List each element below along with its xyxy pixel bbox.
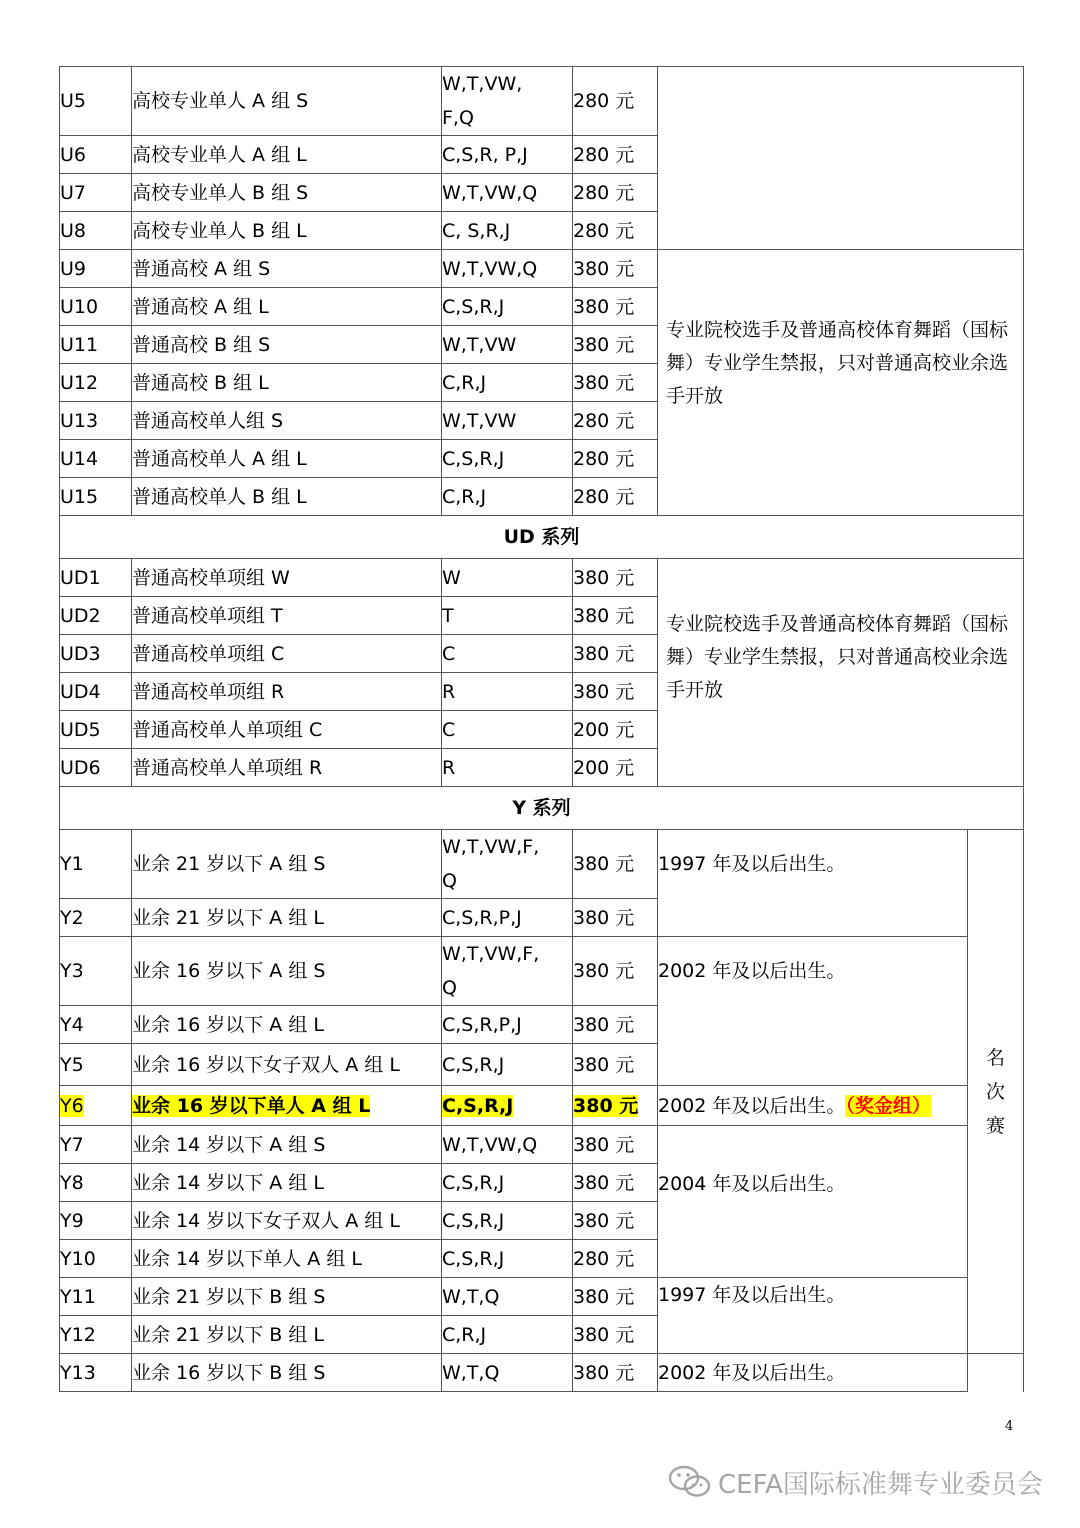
event-code: Y6 [60,1094,84,1117]
entry-fee: 380 元 [573,673,658,711]
entry-fee: 380 元 [573,326,658,364]
ranking-label: 名 次 赛 [968,830,1024,1354]
event-code: UD6 [60,749,132,787]
table-row [60,937,1024,1006]
dance-list: C,S,R,J [442,440,573,478]
competition-table [59,66,1024,1392]
entry-fee: 380 元 [573,635,658,673]
bonus-group-badge: （奖金组） [845,1094,931,1117]
event-name: 高校专业单人 A 组 S [132,67,442,136]
entry-fee: 380 元 [573,1006,658,1044]
y-note-2002: 2002 年及以后出生。 [658,937,968,1086]
dance-list: W,T,VW,F, Q [442,830,573,899]
birth-note: 2002 年及以后出生。 [658,1094,846,1117]
note-cell-empty [658,67,1024,250]
event-code: Y2 [60,899,132,937]
y-note-2002-bonus [658,1086,968,1126]
event-code: Y12 [60,1316,132,1354]
event-name: 普通高校 B 组 L [132,364,442,402]
u-series-note: 专业院校选手及普通高校体育舞蹈（国标舞）专业学生禁报，只对普通高校业余选手开放 [658,250,1024,516]
watermark [668,1462,1043,1502]
dance-list: C,S,R,J [442,1094,514,1117]
event-name: 普通高校 A 组 S [132,250,442,288]
event-name: 业余 14 岁以下单人 A 组 L [132,1240,442,1278]
entry-fee: 200 元 [573,711,658,749]
y-note-2002-b: 2002 年及以后出生。 [658,1354,968,1392]
event-name: 高校专业单人 B 组 S [132,174,442,212]
dance-list: C,S,R,J [442,1164,573,1202]
entry-fee: 380 元 [573,1354,658,1392]
table-row [60,1354,1024,1392]
entry-fee: 280 元 [573,402,658,440]
dance-list: R [442,673,573,711]
entry-fee: 380 元 [573,597,658,635]
ud-series-title: UD 系列 [60,516,1024,559]
event-name: 普通高校单项组 R [132,673,442,711]
dance-list: W,T,VW,F, Q [442,937,573,1006]
dance-list: C, S,R,J [442,212,573,250]
event-code: Y1 [60,830,132,899]
event-name: 普通高校单人 A 组 L [132,440,442,478]
event-code: Y10 [60,1240,132,1278]
entry-fee: 380 元 [573,830,658,899]
event-name: 业余 21 岁以下 A 组 L [132,899,442,937]
table-row [60,67,1024,136]
entry-fee: 280 元 [573,212,658,250]
event-name: 业余 16 岁以下 B 组 S [132,1354,442,1392]
dance-list: W,T,Q [442,1278,573,1316]
event-code: UD3 [60,635,132,673]
entry-fee: 380 元 [573,1094,639,1117]
series-header-row [60,516,1024,559]
table-row [60,559,1024,597]
entry-fee: 280 元 [573,174,658,212]
event-code: Y9 [60,1202,132,1240]
event-name: 普通高校单人单项组 R [132,749,442,787]
entry-fee: 380 元 [573,1126,658,1164]
event-name: 业余 16 岁以下女子双人 A 组 L [132,1044,442,1086]
dance-list: C,R,J [442,1316,573,1354]
dance-list: C [442,711,573,749]
entry-fee: 280 元 [573,136,658,174]
event-name: 普通高校 B 组 S [132,326,442,364]
event-name: 业余 16 岁以下单人 A 组 L [132,1094,371,1117]
event-code: Y4 [60,1006,132,1044]
event-name: 普通高校单项组 C [132,635,442,673]
table-row [60,1126,1024,1164]
event-code: U14 [60,440,132,478]
dance-list: W,T,Q [442,1354,573,1392]
event-code: Y7 [60,1126,132,1164]
event-code: U15 [60,478,132,516]
event-name: 普通高校单人组 S [132,402,442,440]
event-code: U11 [60,326,132,364]
entry-fee: 380 元 [573,250,658,288]
event-code: UD4 [60,673,132,711]
entry-fee: 280 元 [573,440,658,478]
event-code: U12 [60,364,132,402]
y-note-1997-b: 1997 年及以后出生。 [658,1278,968,1354]
entry-fee: 200 元 [573,749,658,787]
event-name: 业余 14 岁以下 A 组 S [132,1126,442,1164]
event-code: U10 [60,288,132,326]
entry-fee: 380 元 [573,899,658,937]
event-name: 业余 21 岁以下 B 组 L [132,1316,442,1354]
ud-series-note: 专业院校选手及普通高校体育舞蹈（国标舞）专业学生禁报，只对普通高校业余选手开放 [658,559,1024,787]
watermark-text: CEFA国际标准舞专业委员会 [718,1469,1043,1500]
entry-fee: 380 元 [573,364,658,402]
event-name: 高校专业单人 B 组 L [132,212,442,250]
event-name: 业余 14 岁以下女子双人 A 组 L [132,1202,442,1240]
table-row-highlighted [60,1086,1024,1126]
event-code: UD2 [60,597,132,635]
wechat-icon [668,1464,712,1500]
event-code: U6 [60,136,132,174]
dance-list: C,S,R,J [442,1202,573,1240]
table-row [60,250,1024,288]
event-name: 普通高校单人单项组 C [132,711,442,749]
dance-list: W,T,VW [442,402,573,440]
entry-fee: 380 元 [573,1278,658,1316]
event-name: 普通高校单项组 T [132,597,442,635]
event-code: Y13 [60,1354,132,1392]
event-name: 普通高校 A 组 L [132,288,442,326]
dance-list: C,S,R,P,J [442,1006,573,1044]
entry-fee: 380 元 [573,937,658,1006]
dance-list: C [442,635,573,673]
entry-fee: 380 元 [573,1316,658,1354]
event-code: U5 [60,67,132,136]
event-name: 业余 16 岁以下 A 组 S [132,937,442,1006]
dance-list: C,S,R,J [442,1044,573,1086]
event-name: 业余 14 岁以下 A 组 L [132,1164,442,1202]
dance-list: C,R,J [442,364,573,402]
series-header-row [60,787,1024,830]
event-code: U9 [60,250,132,288]
event-code: U8 [60,212,132,250]
event-code: UD5 [60,711,132,749]
dance-list: W [442,559,573,597]
event-code: Y8 [60,1164,132,1202]
entry-fee: 280 元 [573,478,658,516]
event-name: 高校专业单人 A 组 L [132,136,442,174]
event-code: U7 [60,174,132,212]
table-row [60,1278,1024,1316]
event-code: Y11 [60,1278,132,1316]
event-code: UD1 [60,559,132,597]
dance-list: W,T,VW, F,Q [442,67,573,136]
dance-list: W,T,VW,Q [442,174,573,212]
dance-list: T [442,597,573,635]
dance-list: C,S,R,J [442,1240,573,1278]
event-name: 普通高校单人 B 组 L [132,478,442,516]
entry-fee: 380 元 [573,1202,658,1240]
event-code: Y3 [60,937,132,1006]
y-note-1997: 1997 年及以后出生。 [658,830,968,937]
dance-list: W,T,VW,Q [442,250,573,288]
entry-fee: 380 元 [573,1044,658,1086]
dance-list: W,T,VW,Q [442,1126,573,1164]
event-name: 普通高校单项组 W [132,559,442,597]
y-note-2004: 2004 年及以后出生。 [658,1126,968,1278]
dance-list: R [442,749,573,787]
entry-fee: 280 元 [573,1240,658,1278]
event-name: 业余 21 岁以下 A 组 S [132,830,442,899]
entry-fee: 380 元 [573,559,658,597]
dance-list: C,R,J [442,478,573,516]
y-series-title: Y 系列 [60,787,1024,830]
entry-fee: 380 元 [573,1164,658,1202]
event-name: 业余 21 岁以下 B 组 S [132,1278,442,1316]
event-name: 业余 16 岁以下 A 组 L [132,1006,442,1044]
entry-fee: 380 元 [573,288,658,326]
dance-list: W,T,VW [442,326,573,364]
entry-fee: 280 元 [573,67,658,136]
event-code: U13 [60,402,132,440]
table-row [60,830,1024,899]
dance-list: C,S,R,J [442,288,573,326]
page-number: 4 [1005,1419,1014,1434]
dance-list: C,S,R, P,J [442,136,573,174]
event-code: Y5 [60,1044,132,1086]
dance-list: C,S,R,P,J [442,899,573,937]
